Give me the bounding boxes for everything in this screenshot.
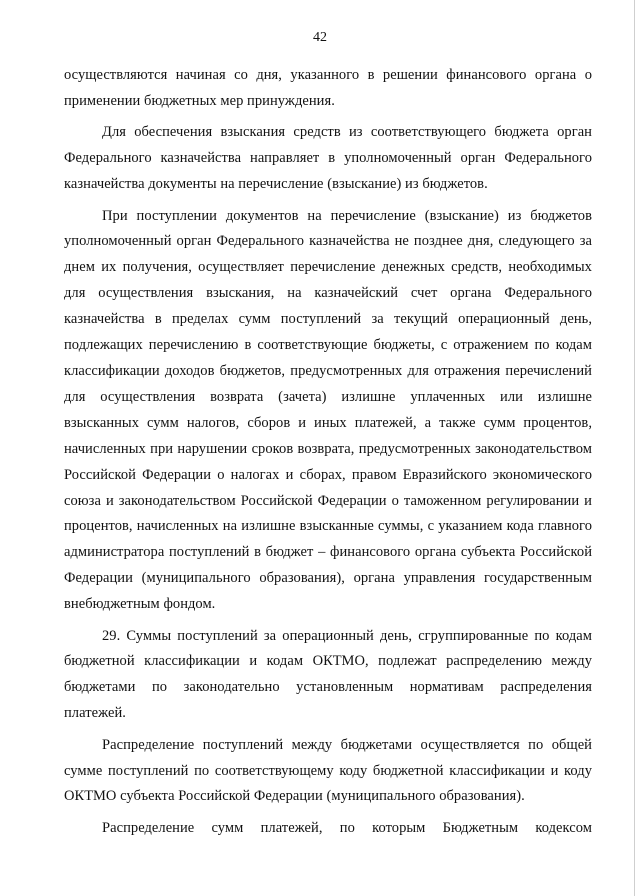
paragraph-recovery-docs: Для обеспечения взыскания средств из соответствующего бюджета орган Федерального казначейства направляет в уполномоченный орган Федерального казначейства документы на перечисление (взыскание) из бюджетов.	[64, 124, 592, 193]
paragraph-transfer-procedure: При поступлении документов на перечисление (взыскание) из бюджетов уполномоченный орган Федерального казначейства не позднее дня, следующего за днем их получения, осуществляет перечисление денежных средств, необходимых для осуществления взыскания, на казначейский счет органа Федерального казначейства в пределах сумм поступлений за текущий операционный день, подлежащих перечислению в соответствующие бюджеты, с отражением по кодам классификации доходов бюджетов, предусмотренных для отражения перечислений для осуществления возврата (зачета) излишне уплаченных или излишне взысканных сумм налогов, сборов и иных платежей, а также сумм процентов, начисленных при нарушении сроков возврата, предусмотренных законодательством Российской Федерации о налогах и сборах, правом Евразийского экономического союза и законодательством Российской Федерации о таможенном регулировании и процентов, начисленных на излишне взысканные суммы, с указанием кода главного администратора поступлений в бюджет – финансового органа субъекта Российской Федерации (муниципального образования), органа управления государственным внебюджетным фондом.	[64, 207, 592, 613]
page-number: 42	[313, 30, 327, 45]
paragraph-distribution: Распределение поступлений между бюджетами осуществляется по общей сумме поступлений по соответствующему коду бюджетной классификации и коду ОКТМО субъекта Российской Федерации (муниципального образования).	[64, 736, 592, 805]
body-text	[64, 63, 592, 847]
paragraph-item-29: 29. Суммы поступлений за операционный день, сгруппированные по кодам бюджетной классификации и кодам ОКТМО, подлежат распределению между бюджетами по законодательно установленным нормативам распределения платежей.	[64, 627, 592, 722]
paragraph-continuation: осуществляются начиная со дня, указанного в решении финансового органа о применении бюджетных мер принуждения.	[64, 67, 592, 109]
page-edge	[634, 0, 635, 896]
paragraph-distribution-payments: Распределение сумм платежей, по которым Бюджетным кодексом	[102, 819, 592, 836]
